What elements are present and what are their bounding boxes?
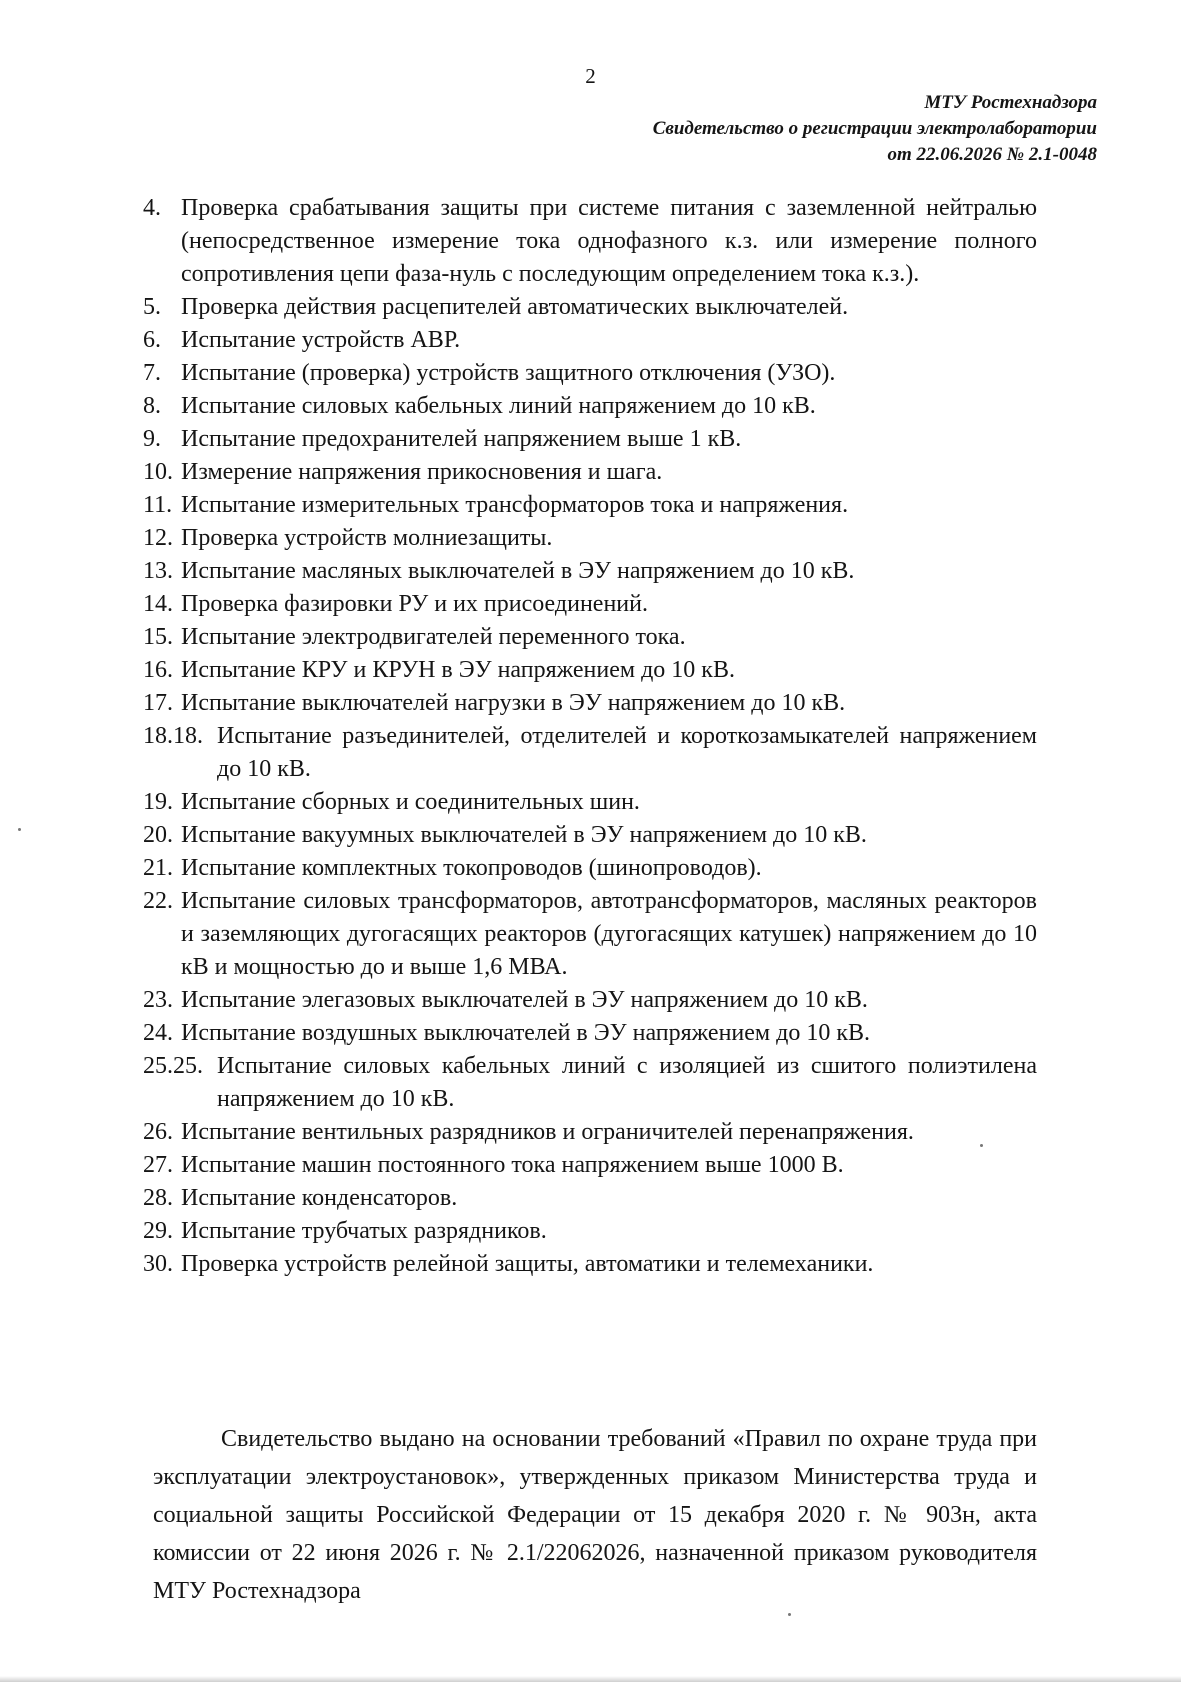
scan-edge	[0, 1676, 1181, 1682]
list-item	[143, 1182, 1037, 1215]
list-item-text: Испытание элегазовых выключателей в ЭУ напряжением до 10 кВ.	[181, 987, 868, 1013]
list-item-text: Испытание вакуумных выключателей в ЭУ напряжением до 10 кВ.	[181, 822, 867, 848]
list-item-number: 4.	[143, 195, 161, 221]
list-item-text: Испытание измерительных трансформаторов тока и напряжения.	[181, 492, 849, 518]
list-item	[143, 786, 1037, 819]
header-authority: МТУ Ростехнадзора	[924, 92, 1097, 113]
list-item	[143, 1050, 1037, 1116]
list-item-number: 23.	[143, 987, 173, 1013]
list-item	[143, 357, 1037, 390]
list-item-number: 28.	[143, 1185, 173, 1211]
list-item-number: 26.	[143, 1119, 173, 1145]
list-item-number: 9.	[143, 426, 161, 452]
list-item	[143, 456, 1037, 489]
list-item-number: 16.	[143, 657, 173, 683]
list-item	[143, 555, 1037, 588]
list-item-text: Испытание силовых кабельных линий напряжением до 10 кВ.	[181, 393, 816, 419]
list-item-number: 5.	[143, 294, 161, 320]
list-item	[143, 885, 1037, 984]
list-item	[143, 1215, 1037, 1248]
list-item-number: 19.	[143, 789, 173, 815]
list-item	[143, 522, 1037, 555]
list-item-number: 14.	[143, 591, 173, 617]
scan-speck	[18, 828, 21, 831]
list-item	[143, 654, 1037, 687]
list-item	[143, 687, 1037, 720]
scan-speck	[788, 1613, 791, 1616]
list-item	[143, 324, 1037, 357]
list-item-text: Испытание электродвигателей переменного тока.	[181, 624, 686, 650]
list-item-text: Проверка срабатывания защиты при системе питания с заземленной нейтралью (непосредственное измерение тока однофазного к.з. или измерение полного сопротивления цепи фаза-нуль с последующим определением тока к.з.).	[181, 195, 1037, 287]
list-item-text: Испытание (проверка) устройств защитного отключения (УЗО).	[181, 360, 836, 386]
list-item-text: Испытание трубчатых разрядников.	[181, 1218, 547, 1244]
list-item-text: Испытание воздушных выключателей в ЭУ напряжением до 10 кВ.	[181, 1020, 870, 1046]
list-item	[143, 291, 1037, 324]
list-item-text: Испытание машин постоянного тока напряжением выше 1000 В.	[181, 1152, 844, 1178]
list-item-text: Испытание предохранителей напряжением выше 1 кВ.	[181, 426, 742, 452]
list-item-text: Проверка фазировки РУ и их присоединений.	[181, 591, 648, 617]
list-item-number: 6.	[143, 327, 161, 353]
list-item-text: Испытание вентильных разрядников и ограничителей перенапряжения.	[181, 1119, 914, 1145]
list-item-text: Испытание комплектных токопроводов (шинопроводов).	[181, 855, 762, 881]
list-item-number: 27.	[143, 1152, 173, 1178]
list-item-text: Испытание КРУ и КРУН в ЭУ напряжением до 10 кВ.	[181, 657, 735, 683]
list-item-number: 17.	[143, 690, 173, 716]
list-item-text: Испытание устройств АВР.	[181, 327, 461, 353]
header-certificate-title: Свидетельство о регистрации электролаборатории	[652, 118, 1097, 139]
list-item-text: Испытание сборных и соединительных шин.	[181, 789, 640, 815]
list-item-text: Проверка действия расцепителей автоматических выключателей.	[181, 294, 849, 320]
page-number: 2	[585, 64, 596, 88]
list-item-number: 22.	[143, 888, 173, 914]
list-item-text: Испытание конденсаторов.	[181, 1185, 458, 1211]
list-item	[143, 1017, 1037, 1050]
list-item-number: 20.	[143, 822, 173, 848]
list-item	[143, 1149, 1037, 1182]
list-item	[143, 621, 1037, 654]
list-item-text: Испытание разъединителей, отделителей и короткозамыкателей напряжением до 10 кВ.	[217, 723, 1037, 782]
list-item-text: Проверка устройств релейной защиты, автоматики и телемеханики.	[181, 1251, 874, 1277]
list-item-text: Испытание силовых трансформаторов, автотрансформаторов, масляных реакторов и заземляющих дугогасящих реакторов (дугогасящих катушек) напряжением до 10 кВ и мощностью до и выше 1,6 МВА.	[181, 888, 1037, 980]
basis-paragraph: Свидетельство выдано на основании требований «Правил по охране труда при эксплуатации электроустановок», утвержденных приказом Министерства труда и социальной защиты Российской Федерации от 15 декабря 2020 г. № 903н, акта комиссии от 22 июня 2026 г. № 2.1/22062026, назначенной приказом руководителя МТУ Ростехнадзора	[153, 1426, 1037, 1604]
list-item	[143, 423, 1037, 456]
list-item-number: 24.	[143, 1020, 173, 1046]
list-item	[143, 588, 1037, 621]
list-item	[143, 819, 1037, 852]
list-item-number: 29.	[143, 1218, 173, 1244]
list-item-number: 25.25.	[143, 1053, 203, 1079]
list-item	[143, 1248, 1037, 1281]
list-item-text: Измерение напряжения прикосновения и шага.	[181, 459, 663, 485]
list-item-text: Испытание выключателей нагрузки в ЭУ напряжением до 10 кВ.	[181, 690, 846, 716]
list-item-text: Испытание силовых кабельных линий с изоляцией из сшитого полиэтилена напряжением до 10 кВ.	[217, 1053, 1037, 1112]
list-item	[143, 1116, 1037, 1149]
list-item	[143, 489, 1037, 522]
list-item-number: 13.	[143, 558, 173, 584]
list-item	[143, 192, 1037, 291]
list-item-text: Испытание масляных выключателей в ЭУ напряжением до 10 кВ.	[181, 558, 855, 584]
list-item	[143, 852, 1037, 885]
scan-speck	[980, 1144, 983, 1147]
list-item-text: Проверка устройств молниезащиты.	[181, 525, 553, 551]
list-item-number: 10.	[143, 459, 173, 485]
list-item-number: 15.	[143, 624, 173, 650]
test-list	[143, 192, 1037, 1281]
list-item	[143, 984, 1037, 1017]
list-item	[143, 720, 1037, 786]
header-certificate-date-number: от 22.06.2026 № 2.1-0048	[887, 144, 1097, 165]
list-item-number: 7.	[143, 360, 161, 386]
list-item	[143, 390, 1037, 423]
list-item-number: 8.	[143, 393, 161, 419]
list-item-number: 18.18.	[143, 723, 203, 749]
list-item-number: 21.	[143, 855, 173, 881]
list-item-number: 11.	[143, 492, 173, 518]
list-item-number: 12.	[143, 525, 173, 551]
list-item-number: 30.	[143, 1251, 173, 1277]
document-header	[653, 90, 1097, 168]
